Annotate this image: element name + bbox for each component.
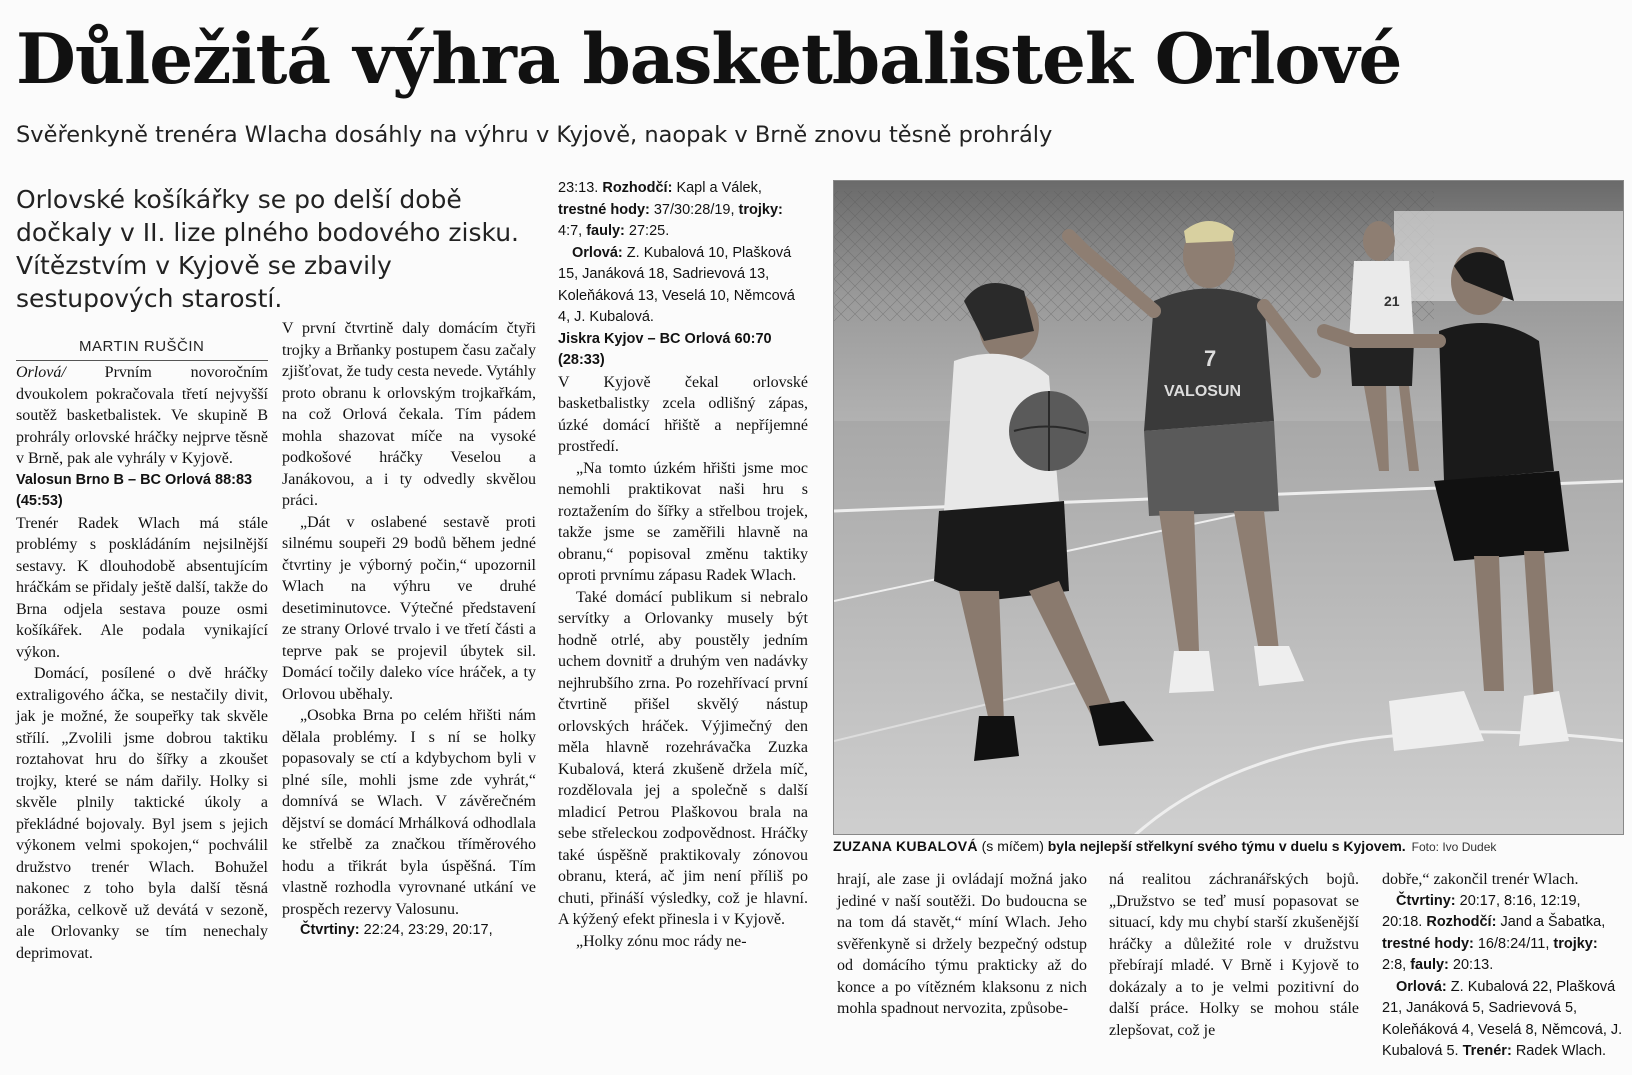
col4-paragraph: hrají, ale zase ji ovládají možná jako jediné v naší soutěži. Do budoucna se na tom dá stavět,“ míní Wlach. Jeho svěřenkyně si držely bezpečný odstup od domácího týmu prakticky až do konce a po vítězném klaksonu z nich mohla spadnout nervozita, způsobe- bbox=[837, 871, 1087, 1017]
k-quarters-value: 20:17, 8:16, 12:19, 20:18. bbox=[1382, 892, 1581, 930]
col6-paragraph: dobře,“ zakončil trenér Wlach. bbox=[1382, 871, 1579, 888]
column-4 bbox=[837, 869, 1087, 1020]
col1-paragraph-1 bbox=[16, 362, 268, 470]
col5-paragraph: ná realitou záchranářských bojů. „Družstvo se teď musí popasovat se situací, kdy mu chybí starší zkušenější hráčky a důležité role v družstvu přebírají mladé. V Brně i Kyjově to dokázaly a to je velmi pozitivní do další práce. Holky se mohou stále zlepšovat, což je bbox=[1109, 871, 1359, 1039]
three-label: trojky: bbox=[738, 201, 783, 218]
col1-paragraph-2: Trenér Radek Wlach má stále problémy s poskládáním nejsilnější sestavy. K dlouhodobě absentujícím hráčkám se přidaly ještě další, takže do Brna odjela sestava pouze osmi košíkářek. Ale podala vynikající výkon. bbox=[16, 514, 268, 661]
col3-paragraph-4: „Holky zónu moc rády ne- bbox=[576, 932, 747, 950]
coach-label: Trenér: bbox=[1462, 1043, 1512, 1059]
k-team-value: Z. Kubalová 22, Plašková 21, Janáková 5, Sadrievová 5, Koleňáková 4, Veselá 8, Němcová, J. Kubalová 5. bbox=[1382, 978, 1623, 1059]
col1-p1-text: Prvním novoročním dvoukolem pokračovala třetí nejvyšší soutěž basketbalistek. Ve skupině B prohrály orlovské hráčky nejprve těsně v Brně, pak ale vyhrály v Kyjově. bbox=[16, 364, 268, 467]
col3-paragraph-2: „Na tomto úzkém hřišti jsme moc nemohli praktikovat naši hru s roztažením do šířky a střelbou trojek, takže jsme se zaměřili hlavně na obranu,“ popisoval změnu taktiky oproti prvnímu zápasu Radek Wlach. bbox=[558, 459, 808, 584]
kyjov-stats bbox=[1382, 891, 1624, 977]
brno-stats bbox=[558, 178, 808, 243]
subheadline: Svěřenkyně trenéra Wlacha dosáhly na výhru v Kyjově, naopak v Brně znovu těsně prohrály bbox=[16, 122, 1053, 148]
fouls-value: 27:25. bbox=[624, 223, 670, 239]
byline-rule bbox=[16, 360, 268, 361]
jersey-number-back: 21 bbox=[1384, 293, 1400, 309]
quarters-label: Čtvrtiny: bbox=[300, 922, 360, 938]
column-6 bbox=[1382, 869, 1624, 1063]
ref-label: Rozhodčí: bbox=[602, 180, 673, 196]
k-ref-value: Jand a Šabatka, bbox=[1496, 914, 1606, 930]
col2-paragraph-1: V první čtvrtině daly domácím čtyři trojky a Brňanky postupem času začaly zjišťovat, že tudy cesta nevede. Vytáhly proto obranu k orlovským trojkařkám, na což Orlová čekala. Tím pádem mohla shazovat míče na vysoké podkošové hráčky Veselou a Janákovou, a i ty odvedly skvělou práci. bbox=[282, 320, 537, 509]
byline: MARTIN RUŠČIN bbox=[79, 338, 205, 355]
headline: Důležitá výhra basketbalistek Orlové bbox=[16, 19, 1402, 100]
caption-name: ZUZANA KUBALOVÁ bbox=[833, 838, 978, 854]
column-3 bbox=[558, 178, 808, 952]
k-fouls-label: fauly: bbox=[1410, 957, 1449, 973]
photo-illustration bbox=[834, 181, 1624, 835]
col2-paragraph-2: „Dát v oslabené sestavě proti silnému soupeři 29 bodů během jedné čtvrtiny je výborný počin,“ upozornil Wlach na výhru ve druhé desetiminutovce. Výtečné představení ze strany Orlové trvalo i ve třetí části a teprve pak se projevil úbytek sil. Domácí točily daleko více hráček, a ty Orlovou uběhaly. bbox=[282, 513, 536, 703]
lead-text: Orlovské košíkářky se po delší době dočkaly v II. lize plného bodového zisku. Vítězstvím v Kyjově se zbavily sestupových starostí. bbox=[16, 185, 519, 313]
k-three-value: 2:8, bbox=[1382, 957, 1411, 973]
basketball-photo bbox=[833, 180, 1624, 835]
kyjov-lineup bbox=[1382, 977, 1624, 1063]
k-quarters-label: Čtvrtiny: bbox=[1396, 892, 1456, 909]
jersey-number-front: 7 bbox=[1204, 346, 1217, 371]
k-ref-label: Rozhodčí: bbox=[1426, 914, 1497, 930]
k-fouls-value: 20:13. bbox=[1448, 957, 1494, 973]
quarters-values: 22:24, 23:29, 20:17, bbox=[359, 922, 493, 938]
column-2 bbox=[282, 318, 536, 942]
ft-label: trestné hody: bbox=[558, 201, 650, 218]
column-5 bbox=[1109, 869, 1359, 1041]
team-value: Z. Kubalová 10, Plašková 15, Janáková 18, Sadrievová 13, Koleňáková 13, Veselá 10, Němcová 4, J. Kubalová. bbox=[558, 244, 795, 325]
team-label: Orlová: bbox=[572, 244, 623, 261]
k-three-label: trojky: bbox=[1553, 935, 1598, 952]
col3-paragraph-1: V Kyjově čekal orlovské basketbalistky zcela odlišný zápas, úzké domácí hřiště a nepříjemné prostředí. bbox=[558, 373, 808, 455]
score-brno: Valosun Brno B – BC Orlová 88:83 (45:53) bbox=[16, 471, 253, 509]
col2-paragraph-3: „Osobka Brna po celém hřišti nám dělala problémy. I s ní se holky popasovaly se ctí a kdybychom byli v plné síle, mohli jsme zde vyhrát,“ domnívá se Wlach. V závěrečném dějství se domácí Mrhálková odhodlala ke střelbě za značkou tříměrového hodu a třikrát byla úspěšná. Tím vlastně rozhodla vyrovnané utkání ve prospěch rezervy Valosunu. bbox=[282, 707, 536, 918]
ref-value: Kapl a Válek, bbox=[672, 180, 762, 196]
dateline: Orlová/ bbox=[16, 364, 66, 381]
k-ft-value: 16/8:24/11, bbox=[1473, 935, 1554, 952]
lead-paragraph bbox=[16, 183, 536, 315]
caption-text: byla nejlepší střelkyní svého týmu v duelu s Kyjovem. bbox=[1047, 838, 1406, 854]
score-kyjov: Jiskra Kyjov – BC Orlová 60:70 (28:33) bbox=[558, 330, 772, 368]
col2-quarters bbox=[282, 920, 536, 942]
photo-credit: Foto: Ivo Dudek bbox=[1411, 840, 1497, 854]
column-1 bbox=[16, 362, 268, 964]
brno-lineup bbox=[558, 243, 808, 329]
jersey-sponsor: VALOSUN bbox=[1164, 383, 1242, 400]
coach-value: Radek Wlach. bbox=[1511, 1043, 1607, 1059]
three-value: 4:7, bbox=[558, 223, 587, 239]
fouls-label: fauly: bbox=[586, 223, 625, 239]
caption-note: (s míčem) bbox=[977, 838, 1048, 854]
col1-paragraph-3: Domácí, posílené o dvě hráčky extraligového áčka, se nestačily divit, jak je možné, že soupeřky tak skvěle střílí. „Zvolili jsme dobrou taktiku roztahovat hru do šířky a zkoušet trojky, které se nám dařily. Holky si skvěle plnily taktické úkoly a překládné bojovaly. Byl jsem s jejich výkonem velmi spokojen,“ pochválil družstvo trenér Wlach. Bohužel nakonec z toho byla další těsná porážka, celkově už devátá v sezoně, ale Orlovanky se tím nenechaly deprimovat. bbox=[16, 665, 268, 962]
col3-paragraph-3: Také domácí publikum si nebralo servítky a Orlovanky musely být hodně otrlé, aby poustěly jedním uchem dovnitř a druhým ven nadávky nejhrubšího zrna. Po rozehřívací první čtvrtině přišel skvělý nástup orlovských hráček. Výjimečný den měla hlavně rozehrávačka Zuzka Kubalová, která zkušeně držela míč, rozdělovala jej a společně s další mladicí Petrou Plaškovou brala na sebe střeleckou zodpovědnost. Hráčky také úspěšně praktikovaly zónovou obranu, která, ač jim není příliš po chuti, přináší výsledky, což je hlavní. A kýžený efekt přinesla i v Kyjově. bbox=[558, 588, 808, 928]
photo-caption bbox=[833, 836, 1624, 857]
k-ft-label: trestné hody: bbox=[1382, 935, 1474, 952]
quarters-end: 23:13. bbox=[558, 180, 603, 196]
ft-value: 37/30:28/19, bbox=[649, 201, 739, 218]
k-team-label: Orlová: bbox=[1396, 978, 1447, 995]
